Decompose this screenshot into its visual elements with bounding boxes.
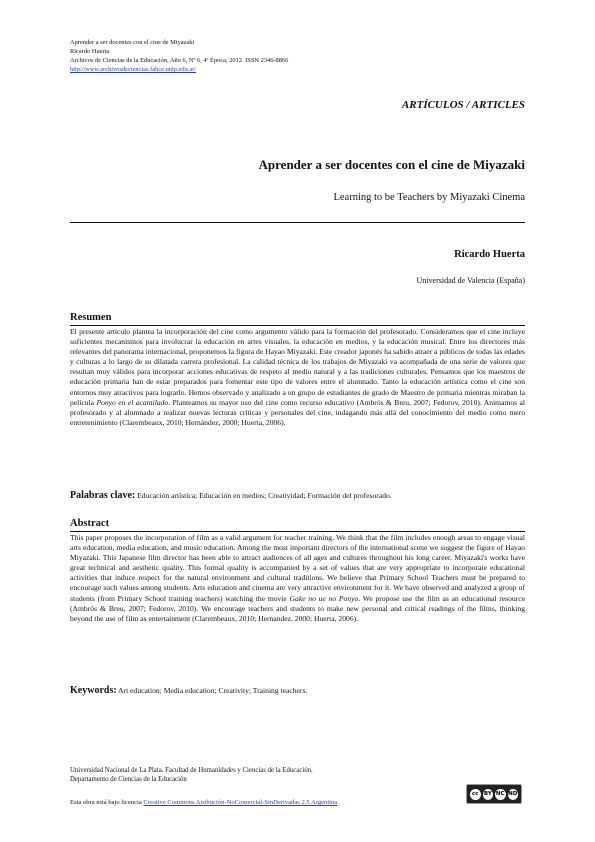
license-notice (70, 799, 337, 806)
abstract-divider (70, 531, 525, 532)
header-title: Aprender a ser docentes con el cine de Miyazaki (70, 39, 195, 46)
cc-icon: cc (470, 789, 481, 800)
author-name: Ricardo Huerta (454, 249, 525, 260)
resumen-section (70, 312, 525, 428)
resumen-divider (70, 325, 525, 326)
license-link[interactable]: Creative Commons Atribución-NoComercial-SinDerivadas 2.5 Argentina (143, 799, 338, 806)
keywords-text: Art education; Media education; Creativity; Training teachers. (116, 686, 308, 695)
header-author: Ricardo Huerta (70, 48, 110, 55)
keywords (70, 686, 525, 696)
palabras-clave (70, 491, 525, 501)
resumen-film-title: Ponyo en el acantilado (96, 397, 169, 407)
resumen-text: El presente artículo plantea la incorporación del cine como argumento válido para la formación del profesorado. Consideramos que el cine incluye suficientes mecanismos para involucrar la educación en artes visuales, la educación en medios, y la educación musical. Entre los directores más relevantes del panorama internacional, proponemos la figura de Hayao Miyazaki. Este creador japonés ha sabido atraer a públicos de todas las edades y culturas a lo largo de su dilatada carrera profesional. La calidad técnica de los trabajos de Miyazaki va acompañada de una serie de valores que resultan muy válidos para incorporar acciones educativas de respeto al medio natural y a las tradiciones culturales. Pensamos que los maestros de educación primaria han de estar preparados para fomentar este tipo de valores entre el alumnado. Tanto la educación artística como el cine son entornos muy atractivos para lograrlo. Hemos observado y analizado a un grupo de estudiantes de grado de Maestro de primaria mientras miraban la película Ponyo en el acantilado. Planteamos su mayor uso del cine como recurso educativo (Ambrós & Breu, 2007; Fedorov, 2010). Animamos al profesorado y al alumnado a realizar nuevas lecturas críticas y personales del cine, indagando más allá del conocimiento del medio como mero entretenimiento (Clarembeaux, 2010; Hernández, 2000; Huerta, 2006). (70, 327, 526, 427)
header-journal: Archivos de Ciencias de la Educación, Año 6, Nº 6, 4ª Época, 2012. ISSN 2346-8866 (70, 57, 289, 64)
footer-institution (70, 766, 525, 784)
footer-line-1: Universidad Nacional de La Plata. Facultad de Humanidades y Ciencias de la Educación. (70, 767, 313, 774)
author-affiliation: Universidad de Valencia (España) (416, 276, 525, 285)
footer-line-2: Departamento de Ciencias de la Educación (70, 776, 187, 783)
abstract-heading: Abstract (70, 518, 110, 529)
abstract-section (70, 518, 525, 624)
abstract-text: This paper proposes the incorporation of film as a valid argument for teacher training. We think that the film includes enough areas to engage visual arts education, media education, and music education. Among the most important directors of the international scene we suggest the figure of Hayao Miyazaki. This Japanese film director has been able to attract audiences of all ages and cultures throughout his long career. Miyazaki's works have great technical and aesthetic quality. This formal quality is accompanied by a set of values that are very appropriate to incorporate educational activities that induce respect for the natural environment and cultural traditions. We believe that Primary School Teachers must be prepared to encourage such values among students. Arts education and cinema are very attractive environment for it. We have observed and analyzed a group of students (from Primary School training teachers) watching the movie Gake no ue no Ponyo. We propose use the film as an educational resource (Ambrós & Breu, 2007; Fedorov, 2010). We encourage teachers and students to make new personal and critical readings of the films, thinking beyond the use of film as entertainment (Clarembeaux, 2010; Hernandez, 2000; Huerta, 2006). (70, 533, 525, 623)
cc-nd-icon: ND (508, 789, 519, 800)
article-title: Aprender a ser docentes con el cine de Miyazaki (258, 157, 525, 172)
palabras-clave-text: Educación artística; Educación en medios; Creatividad; Formación del profesorado. (135, 491, 392, 500)
keywords-label: Keywords: (70, 685, 117, 696)
creative-commons-badge-icon[interactable] (466, 784, 522, 804)
title-divider (70, 222, 525, 223)
cc-by-icon: BY (483, 789, 494, 800)
running-header (70, 38, 530, 74)
article-subtitle: Learning to be Teachers by Miyazaki Cinema (333, 192, 525, 203)
section-label: ARTÍCULOS / ARTICLES (401, 99, 525, 111)
license-prefix: Esta obra está bajo licencia (70, 799, 144, 806)
palabras-clave-label: Palabras clave: (70, 490, 136, 501)
header-url-link[interactable]: http://www.archivosdeciencias.fahce.unlp.edu.ar/ (70, 66, 197, 73)
cc-nc-icon: NC (495, 789, 506, 800)
resumen-heading: Resumen (70, 312, 112, 323)
abstract-film-title: Gake no ue no Ponyo (289, 593, 359, 603)
